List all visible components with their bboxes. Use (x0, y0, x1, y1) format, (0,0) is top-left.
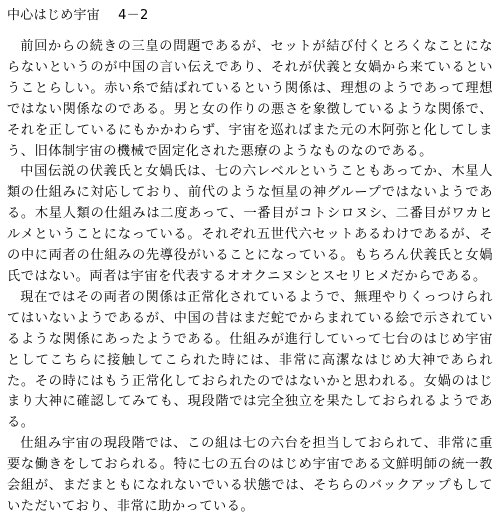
title-text: 中心はじめ宇宙 (7, 8, 101, 23)
paragraph: 仕組み宇宙の現段階では、この組は七の六台を担当しておられて、非常に重要な働きをしておられる。特に七の五台のはじめ宇宙である文鮮明師の統一教会組が、まだまともになれないでいる状態では、そちらのバックアップもしていただいており、非常に助かっている。 (7, 436, 493, 514)
document-title (7, 0, 493, 31)
paragraph: 前回からの続きの三皇の問題であるが、セットが結び付くとろくなことにならないというのが中国の言い伝えであり、それが伏義と女媧から来ているということらしい。赤い糸で結ばれているという関係は、理想のようであって理想ではない関係なのである。男と女の作りの悪さを象徴しているような関係で、それを正しているにもかかわらず、宇宙を巡ればまた元の木阿弥と化してしまう、旧体制宇宙の機械で固定化された悪療のようなものなのである。 (7, 39, 493, 159)
paragraph: 中国伝説の伏義氏と女媧氏は、七の六レベルということもあってか、木星人類の仕組みに対応しており、前代のような恒星の神グループではないようである。木星人類の仕組みは二度あって、一番目がコトシロヌシ、二番目がワカヒルメということになっている。それぞれ五世代六セットあるわけであるが、その中に両者の仕組みの先導役がいることになっている。もちろん伏義氏と女媧氏ではない。両者は宇宙を代表するオオクニヌシとスセリヒメだからである。 (7, 164, 493, 284)
body-text (7, 37, 493, 518)
document-page (7, 0, 493, 518)
paragraph: 現在ではその両者の関係は正常化されているようで、無理やりくっつけられてはいないようであるが、中国の昔はまだ蛇でからまれている絵で示されているような関係にあったようである。仕組みが進行していって七台のはじめ宇宙としてこちらに接触してこられた時には、非常に高潔なはじめ大神であられた。その時にはもう正常化しておられたのではないかと思われる。女媧のはじまり大神に確認してみても、現段階では完全独立を果たしておられるようである。 (7, 289, 493, 431)
section-number: 4－2 (118, 8, 149, 23)
